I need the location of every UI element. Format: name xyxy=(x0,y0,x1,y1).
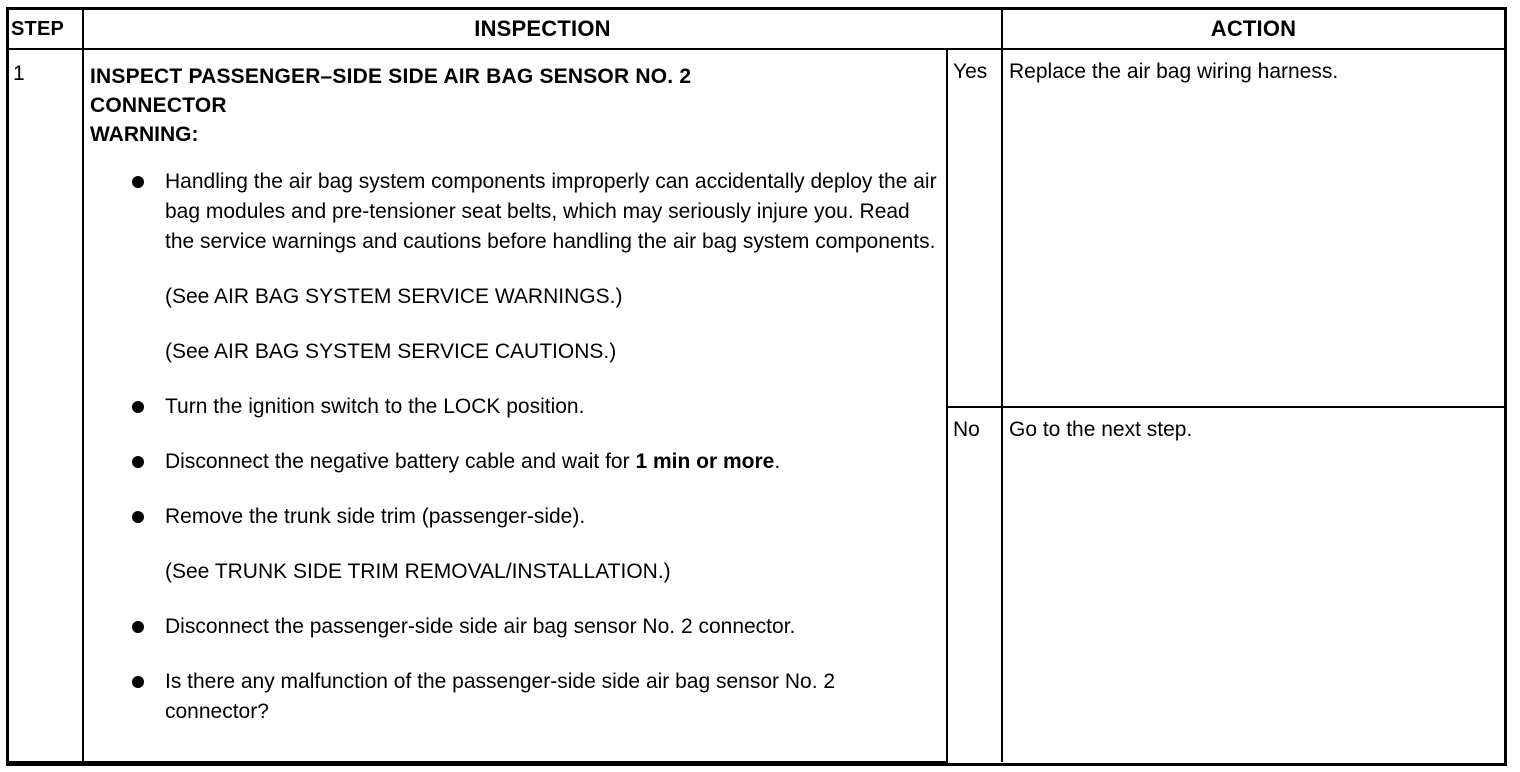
bullet-text-battery-time: 1 min or more xyxy=(635,450,775,473)
diagnostic-table xyxy=(9,10,1504,763)
inspection-cell xyxy=(83,49,947,762)
bullet-icon xyxy=(132,401,144,413)
header-step: STEP xyxy=(9,10,83,49)
answer-yes: Yes xyxy=(947,49,1002,407)
bullet-text-question: Is there any malfunction of the passenger-side side air bag sensor No. 2 connector? xyxy=(165,670,836,723)
bullet-text-disconnect-sensor: Disconnect the passenger-side side air bag sensor No. 2 connector. xyxy=(165,615,796,638)
list-item xyxy=(90,612,940,642)
bullet-text-warning: Handling the air bag system components improperly can accidentally deploy the air bag modules and pre-tensioner seat belts, which may seriously injure you. Read the service warnings and cautions before handling the air bag system components. xyxy=(165,170,937,253)
bullet-icon xyxy=(132,456,144,468)
bullet-text-ignition: Turn the ignition switch to the LOCK position. xyxy=(165,395,585,418)
step-number: 1 xyxy=(9,49,83,762)
table-row xyxy=(9,49,1504,407)
bullet-text-battery-pre: Disconnect the negative battery cable and wait for xyxy=(165,450,636,473)
inspection-title xyxy=(90,62,940,120)
list-item xyxy=(90,447,940,477)
bullet-icon xyxy=(132,176,144,188)
bullet-icon xyxy=(132,676,144,688)
inspection-title-line2: CONNECTOR xyxy=(90,94,227,117)
list-item xyxy=(90,392,940,422)
header-action: ACTION xyxy=(1002,10,1504,49)
header-inspection: INSPECTION xyxy=(83,10,1002,49)
action-no: Go to the next step. xyxy=(1002,407,1504,762)
list-item xyxy=(90,502,940,532)
see-warnings-reference: (See AIR BAG SYSTEM SERVICE WARNINGS.) xyxy=(165,285,623,308)
inspection-steps-list xyxy=(90,167,940,257)
inspection-title-line1: INSPECT PASSENGER–SIDE SIDE AIR BAG SENSOR NO. 2 xyxy=(90,65,692,88)
inspection-steps-list-3 xyxy=(90,612,940,727)
see-cautions-reference: (See AIR BAG SYSTEM SERVICE CAUTIONS.) xyxy=(165,340,617,363)
list-item xyxy=(90,167,940,257)
bullet-text-battery-post: . xyxy=(774,450,781,473)
inspection-steps-list-2 xyxy=(90,392,940,532)
table-header-row xyxy=(9,10,1504,49)
bullet-text-trim: Remove the trunk side trim (passenger-side). xyxy=(165,505,586,528)
action-yes: Replace the air bag wiring harness. xyxy=(1002,49,1504,407)
answer-no: No xyxy=(947,407,1002,762)
warning-label: WARNING: xyxy=(90,123,199,146)
list-item xyxy=(90,667,940,727)
see-trim-reference: (See TRUNK SIDE TRIM REMOVAL/INSTALLATION.) xyxy=(165,560,671,583)
bullet-icon xyxy=(132,621,144,633)
diagnostic-table-frame xyxy=(6,7,1507,766)
bullet-icon xyxy=(132,511,144,523)
